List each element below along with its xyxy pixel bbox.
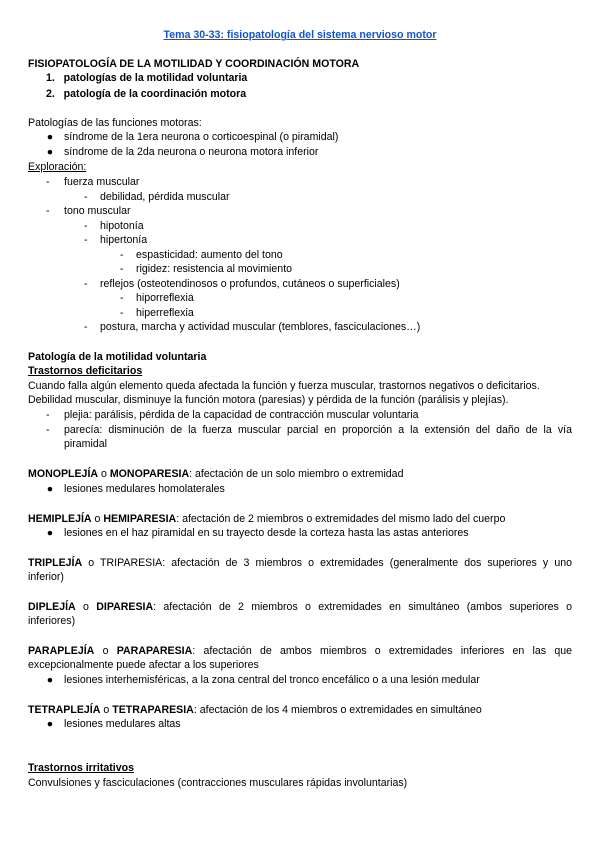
dash-icon: -	[84, 191, 88, 203]
paragraph: Cuando falla algún elemento queda afectada la función y fuerza muscular, trastornos negativos o deficitarios.	[28, 380, 540, 392]
para-definition-continuation: excepcionalmente puede afectar a los superiores	[28, 659, 259, 671]
paragraph: Debilidad muscular, disminuye la función motora (paresias) y pérdida de la función (parálisis y plejías).	[28, 394, 509, 406]
dash-icon: -	[120, 263, 124, 275]
bullet-icon: ●	[46, 527, 54, 539]
list-item: reflejos (osteotendinosos o profundos, cutáneos o superficiales)	[100, 278, 400, 290]
dash-icon: -	[120, 249, 124, 261]
list-item: fuerza muscular	[64, 176, 140, 188]
hemi-definition: HEMIPLEJÍA o HEMIPARESIA: afectación de 2 miembros o extremidades del mismo lado del cuerpo	[28, 513, 506, 525]
list-item: lesiones medulares homolaterales	[64, 483, 225, 495]
dash-icon: -	[46, 424, 50, 436]
document-title[interactable]: Tema 30-33: fisiopatología del sistema nervioso motor	[163, 29, 437, 41]
list-item: hipertonía	[100, 234, 148, 246]
list-item: hiperreflexia	[136, 307, 194, 319]
bullet-icon: ●	[46, 146, 54, 158]
dash-icon: -	[84, 321, 88, 333]
list-item: hipotonía	[100, 220, 144, 232]
list-item: tono muscular	[64, 205, 131, 217]
para-definition: PARAPLEJÍA o PARAPARESIA: afectación de ambos miembros o extremidades inferiores en las que	[28, 645, 573, 657]
dash-icon: -	[84, 234, 88, 246]
list-item: hiporreflexia	[136, 292, 194, 304]
list-item: debilidad, pérdida muscular	[100, 191, 230, 203]
list-item: lesiones en el haz piramidal en su trayecto desde la corteza hasta las astas anteriores	[64, 527, 469, 539]
bullet-icon: ●	[46, 483, 54, 495]
voluntary-heading: Patología de la motilidad voluntaria	[28, 351, 207, 363]
list-item: plejia: parálisis, pérdida de la capacidad de contracción muscular voluntaria	[64, 409, 419, 421]
bullet-icon: ●	[46, 131, 54, 143]
mono-definition: MONOPLEJÍA o MONOPARESIA: afectación de un solo miembro o extremidad	[28, 468, 404, 480]
list-item: parecía: disminución de la fuerza muscular parcial en proporción a la extensión del daño de la vía	[64, 424, 572, 436]
tri-definition: TRIPLEJÍA o TRIPARESIA: afectación de 3 miembros o extremidades (generalmente dos superiores y uno	[28, 557, 572, 569]
list-item: rigidez: resistencia al movimiento	[136, 263, 293, 275]
di-definition-continuation: inferiores)	[28, 615, 76, 627]
functions-intro: Patologías de las funciones motoras:	[28, 117, 202, 129]
dash-icon: -	[46, 409, 50, 421]
tetra-definition: TETRAPLEJÍA o TETRAPARESIA: afectación de los 4 miembros o extremidades en simultáneo	[28, 704, 482, 716]
section-heading: FISIOPATOLOGÍA DE LA MOTILIDAD Y COORDINACIÓN MOTORA	[28, 58, 360, 70]
bullet-icon: ●	[46, 718, 54, 730]
paragraph: Convulsiones y fasciculaciones (contracciones musculares rápidas involuntarias)	[28, 777, 408, 789]
list-item-continuation: piramidal	[64, 438, 107, 450]
list-item: síndrome de la 2da neurona o neurona motora inferior	[64, 146, 319, 158]
list-item: síndrome de la 1era neurona o corticoespinal (o piramidal)	[64, 131, 339, 143]
exploration-heading: Exploración:	[28, 161, 87, 173]
list-item: espasticidad: aumento del tono	[136, 249, 283, 261]
di-definition: DIPLEJÍA o DIPARESIA: afectación de 2 miembros o extremidades en simultáneo (ambos superiores o	[28, 601, 573, 613]
numbered-item-1: 1. patologías de la motilidad voluntaria	[46, 72, 248, 84]
tri-definition-continuation: inferior)	[28, 571, 64, 583]
list-item: postura, marcha y actividad muscular (temblores, fasciculaciones…)	[100, 321, 421, 333]
deficit-subheading: Trastornos deficitarios	[28, 365, 143, 377]
dash-icon: -	[120, 292, 124, 304]
numbered-item-2: 2. patología de la coordinación motora	[46, 88, 247, 100]
irritative-heading: Trastornos irritativos	[28, 762, 134, 774]
dash-icon: -	[84, 220, 88, 232]
dash-icon: -	[84, 278, 88, 290]
bullet-icon: ●	[46, 674, 54, 686]
dash-icon: -	[46, 176, 50, 188]
dash-icon: -	[120, 307, 124, 319]
dash-icon: -	[46, 205, 50, 217]
list-item: lesiones medulares altas	[64, 718, 181, 730]
list-item: lesiones interhemisféricas, a la zona central del tronco encefálico o a una lesión medular	[64, 674, 480, 686]
